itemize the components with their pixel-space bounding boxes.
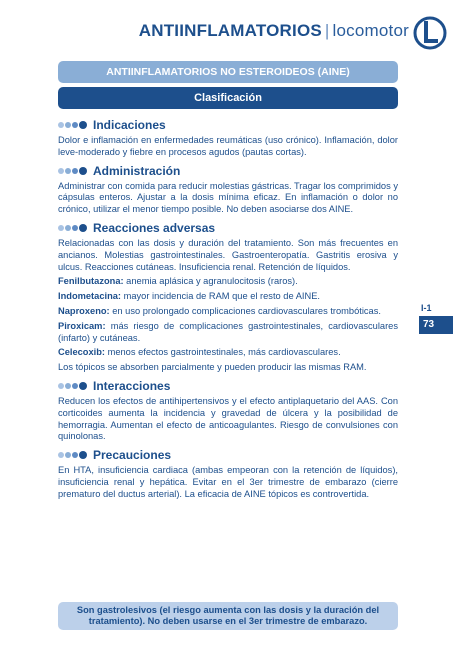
drug-name: Celecoxib: bbox=[58, 347, 106, 358]
side-tab bbox=[419, 300, 453, 334]
section-heading bbox=[58, 221, 398, 235]
section-band-clasificacion: Clasificación bbox=[58, 87, 398, 109]
bullet-dots-icon bbox=[58, 451, 88, 459]
section-heading bbox=[58, 164, 398, 178]
drug-name: Fenilbutazona: bbox=[58, 276, 124, 287]
section-precauciones bbox=[58, 448, 398, 500]
bullet-dots-icon bbox=[58, 382, 88, 390]
bullet-dots-icon bbox=[58, 121, 88, 129]
bullet-dots-icon bbox=[58, 167, 88, 175]
header-title bbox=[139, 21, 409, 41]
drug-note-indometacina bbox=[58, 291, 398, 303]
paragraph: Relacionadas con las dosis y duración del tratamiento. Son más frecuentes en ancianos. Molestias gastrointestinales. Gastroenteropatía. Gastritis erosiva y ulcus. Reacciones cutáneas. Insuficiencia renal. Retención de líquidos. bbox=[58, 237, 398, 272]
L-circle-icon bbox=[413, 16, 447, 50]
drug-note-fenilbutazona bbox=[58, 276, 398, 288]
section-indicaciones bbox=[58, 118, 398, 159]
paragraph: Dolor e inflamación en enfermedades reumáticas (uso crónico). Inflamación, dolor leve-moderado y fiebre en procesos agudos (pautas cortas). bbox=[58, 135, 398, 157]
section-heading bbox=[58, 379, 398, 393]
section-band-aine: ANTIINFLAMATORIOS NO ESTEROIDEOS (AINE) bbox=[58, 61, 398, 83]
section-title: Administración bbox=[93, 163, 181, 178]
side-tab-section: I-1 bbox=[421, 303, 432, 313]
drug-text: más riesgo de complicaciones gastrointestinales, cardiovasculares (infarto) y cutáneas. bbox=[58, 320, 398, 343]
header-subtitle: locomotor bbox=[332, 21, 409, 40]
drug-text: mayor incidencia de RAM que el resto de AINE. bbox=[121, 291, 320, 302]
section-interacciones bbox=[58, 379, 398, 443]
drug-note-celecoxib bbox=[58, 347, 398, 359]
drug-name: Indometacina: bbox=[58, 291, 122, 302]
section-administracion bbox=[58, 164, 398, 216]
section-heading bbox=[58, 448, 398, 462]
header-title-text: ANTIINFLAMATORIOS bbox=[138, 21, 322, 40]
page-number: 73 bbox=[419, 316, 453, 334]
header-separator: | bbox=[324, 21, 330, 40]
drug-text: menos efectos gastrointestinales, más cardiovasculares. bbox=[105, 347, 341, 358]
drug-name: Naproxeno: bbox=[58, 305, 110, 316]
section-heading bbox=[58, 118, 398, 132]
drug-note-naproxeno bbox=[58, 306, 398, 318]
section-title: Reacciones adversas bbox=[93, 220, 216, 235]
paragraph: Reducen los efectos de antihipertensivos y el efecto antiplaquetario del AAS. Con corticoides aumenta la incidencia y gravedad de úlcera y la posibilidad de hemorragia. Aumentan el efecto de anticoagulantes. Riesgo de convulsiones con quinolonas. bbox=[58, 395, 398, 442]
paragraph: Administrar con comida para reducir molestias gástricas. Tragar los comprimidos y cápsulas enteros. Ajustar a la dosis mínima eficaz. En inflamación o dolor no crónico, utilizar el menor tiempo posible. No deben asociarse dos AINE. bbox=[58, 180, 398, 215]
section-title: Interacciones bbox=[93, 378, 171, 393]
drug-note-piroxicam bbox=[58, 321, 398, 345]
bullet-dots-icon bbox=[58, 224, 88, 232]
paragraph: En HTA, insuficiencia cardiaca (ambas empeoran con la retención de líquidos), insuficiencia renal y hepática. Evitar en el 3er trimestre de embarazo (cierre prematuro del ductus arterial). La eficacia de AINE tópicos es controvertida. bbox=[58, 465, 398, 499]
paragraph-topicos: Los tópicos se absorben parcialmente y pueden producir las mismas RAM. bbox=[58, 362, 367, 373]
drug-name: Piroxicam: bbox=[58, 320, 106, 331]
section-title: Indicaciones bbox=[93, 118, 166, 132]
section-reacciones bbox=[58, 221, 398, 374]
page-header bbox=[0, 10, 453, 58]
drug-text: anemia aplásica y agranulocitosis (raros). bbox=[123, 276, 298, 287]
drug-text: en uso prolongado complicaciones cardiovasculares trombóticas. bbox=[109, 305, 381, 316]
section-title: Precauciones bbox=[93, 448, 172, 463]
footer-note: Son gastrolesivos (el riesgo aumenta con las dosis y la duración del tratamiento). No deben usarse en el 3er trimestre de embarazo. bbox=[58, 602, 398, 630]
main-content bbox=[58, 118, 398, 506]
